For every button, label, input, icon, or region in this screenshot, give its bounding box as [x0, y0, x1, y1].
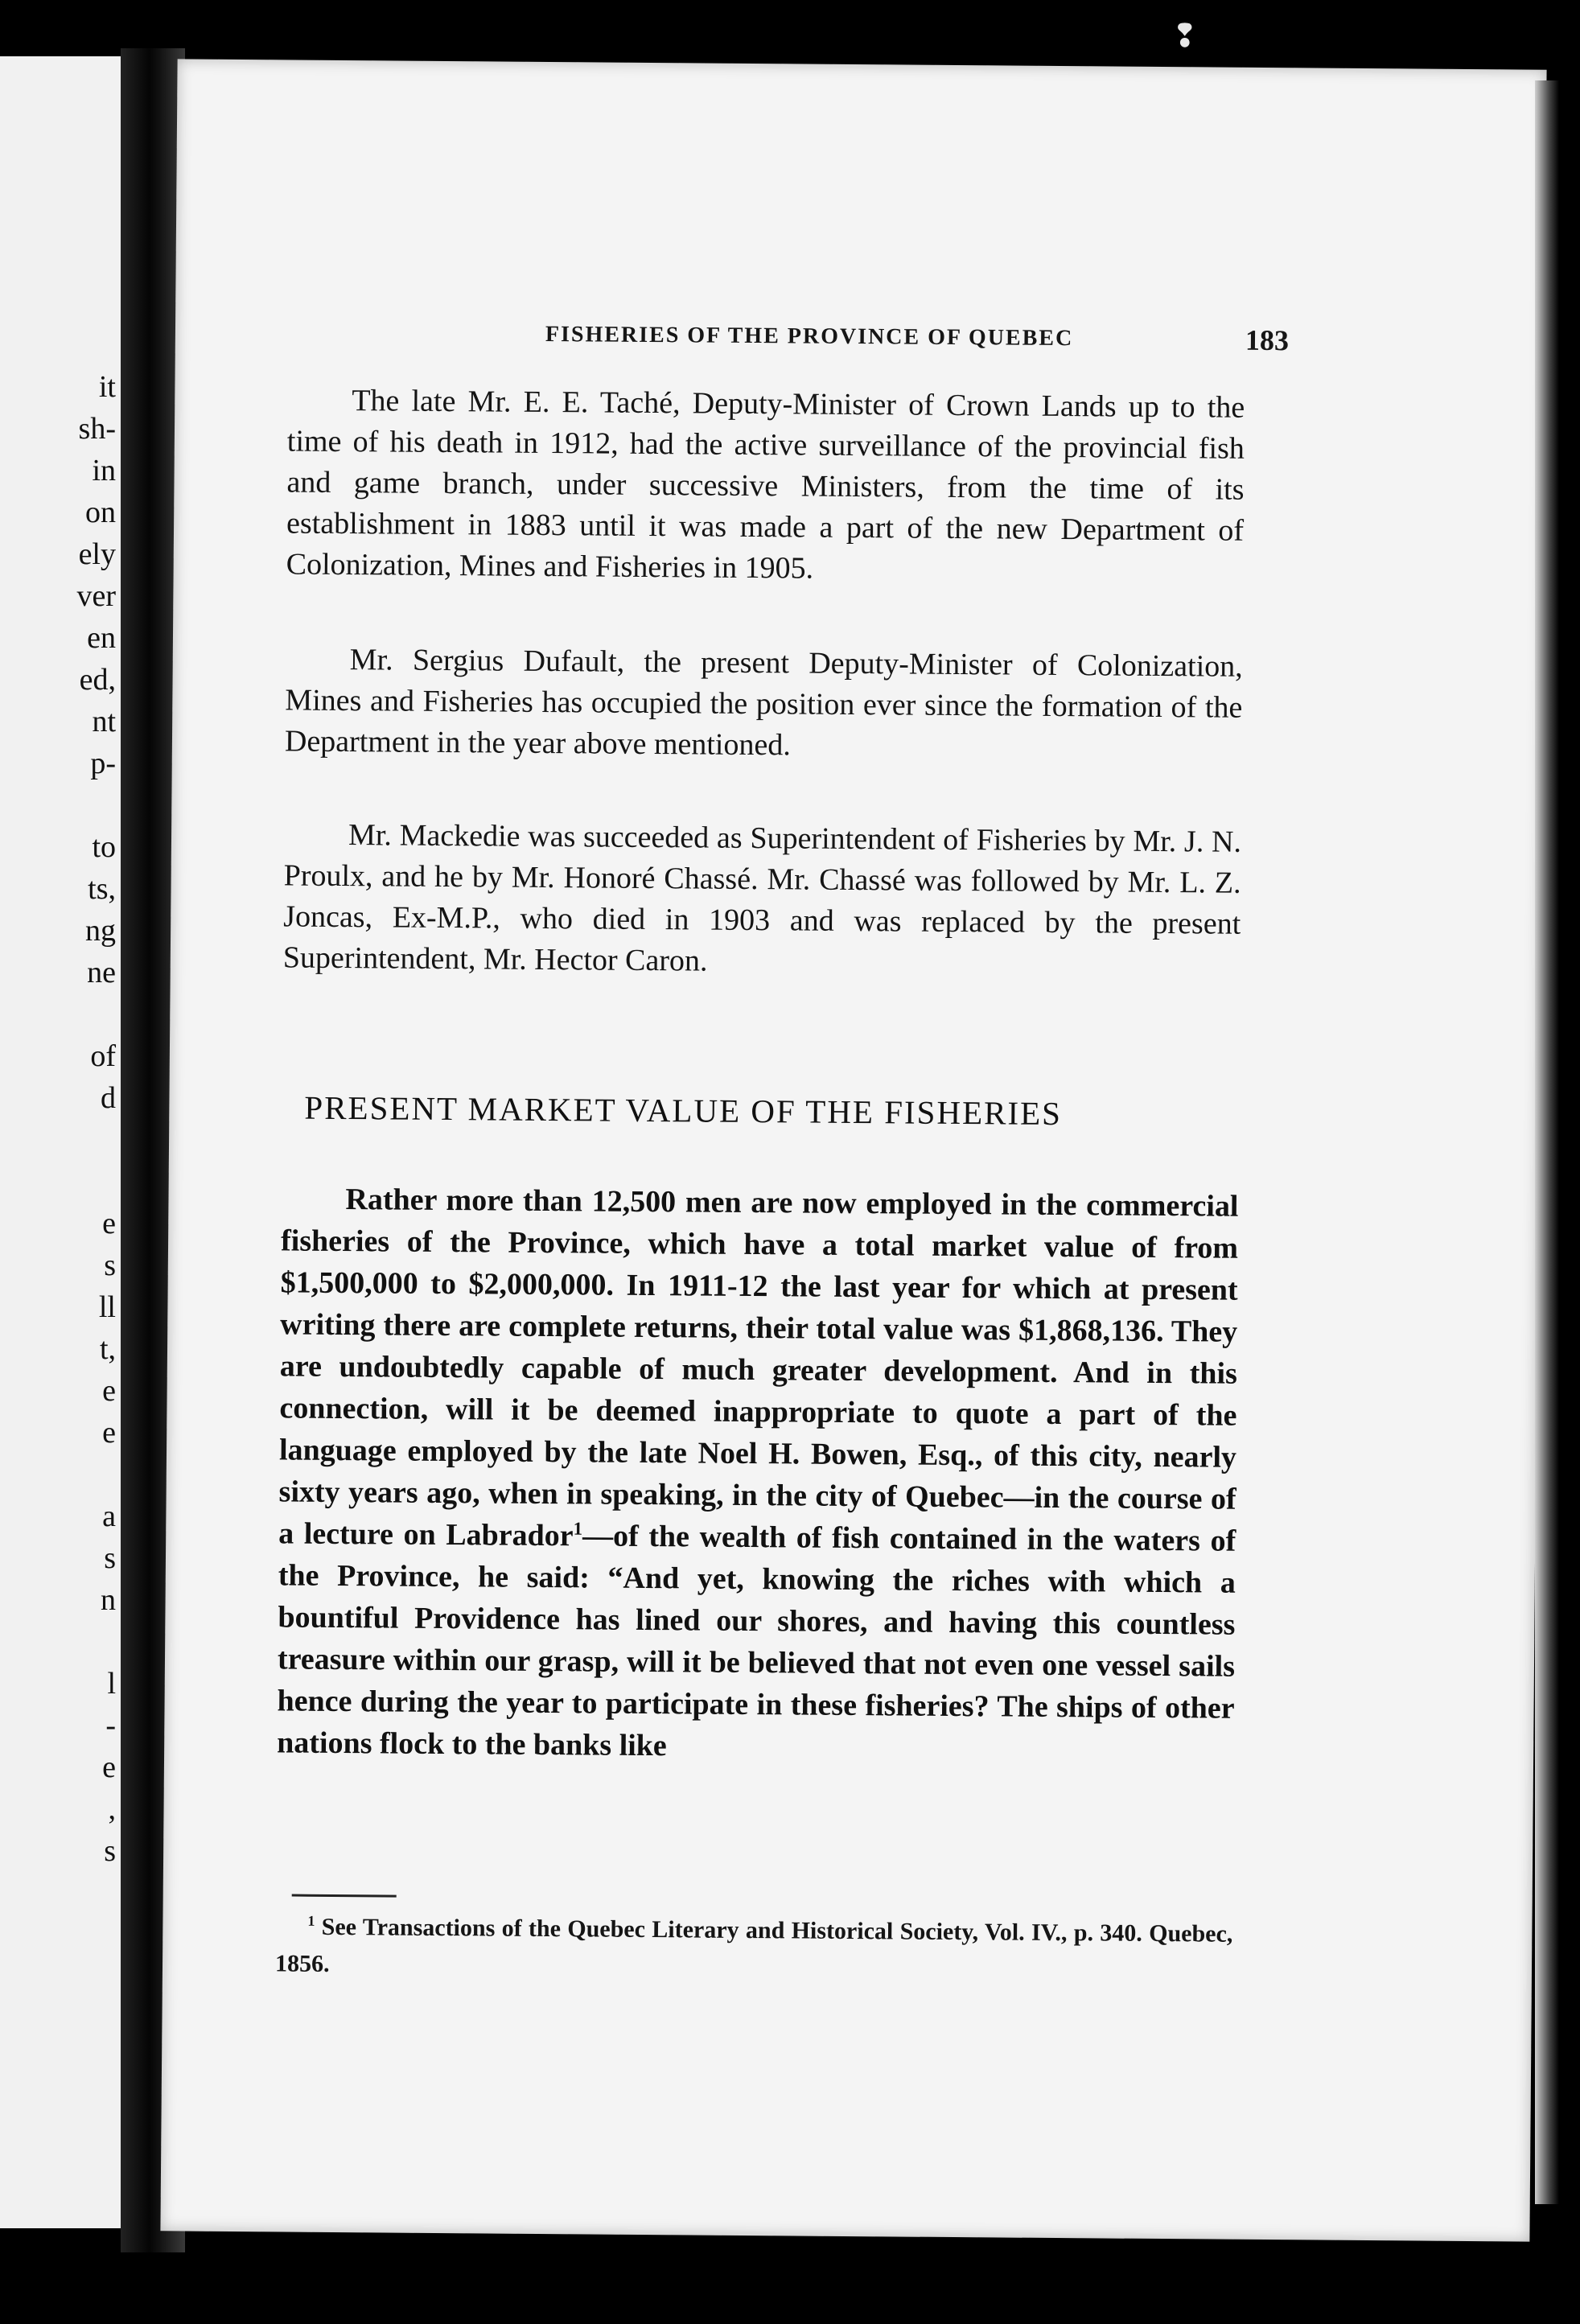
- left-page-fragment: [3, 993, 116, 1035]
- left-page-fragment: [3, 1119, 116, 1161]
- left-page-fragment: p-: [90, 747, 116, 780]
- paragraph-tache: The late Mr. E. E. Taché, Deputy-Minister of Crown Lands up to the time of his death in 1912, had the active surveillance of the provincial fish and game branch, under successive Ministers, from the time of its establishment in 1883 until it was made a part of the new Department of Colonization, Mines and Fisheries in 1905.: [286, 384, 1245, 586]
- footnote-marker: 1: [307, 1912, 315, 1929]
- left-page-fragment: e: [102, 1750, 116, 1784]
- left-page-fragment: -: [105, 1709, 116, 1742]
- left-page-fragment: [3, 1161, 116, 1203]
- left-page-fragment: e: [102, 1207, 116, 1240]
- footnote: [275, 1908, 1233, 1989]
- market-value-text-part-1: Rather more than 12,500 men are now employed in the commercial fisheries of the Province, which have a total market value of from $1,500,000 to $2,000,000. In 1911-12 the last year for which at present writing there are complete returns, their total value was $1,868,136. They are undoubtedly capable of much greater development. And in this connection, will it be deemed inappropriate to quote a part of the language employed by the late Noel H. Bowen, Esq., of this city, nearly sixty years ago, when in speaking, in the city of Quebec—in the course of a lecture on Labrador: [278, 1183, 1239, 1553]
- left-page-fragment: to: [92, 830, 116, 864]
- corner-mark: ❢: [1171, 18, 1199, 55]
- market-value-text-part-2: —of the wealth of fish contained in the waters of the Province, he said: “And yet, knowing the riches with which a bountiful Providence has lined our shores, and having this countless treasure within our grasp, will it be believed that not even one vessel sails hence during the year to participate in these fisheries? The ships of other nations flock to the banks like: [277, 1519, 1236, 1763]
- left-page-fragment: nt: [92, 705, 116, 738]
- left-page-fragment: of: [90, 1039, 116, 1073]
- left-page-fragment: [3, 1454, 116, 1495]
- left-page-fragment: in: [92, 454, 116, 487]
- left-page-fragment: ver: [76, 579, 116, 613]
- left-page-fragment: l: [107, 1667, 116, 1701]
- left-page-fragment: s: [104, 1541, 116, 1575]
- running-head: FISHERIES OF THE PROVINCE OF QUEBEC: [545, 321, 1074, 352]
- left-page-fragment: it: [98, 370, 116, 404]
- paragraph-dufault: Mr. Sergius Dufault, the present Deputy-Minister of Colonization, Mines and Fisheries has occupied the position ever since the formation of the Department in the year above mentioned.: [284, 643, 1243, 763]
- left-page-fragment: on: [85, 496, 116, 529]
- right-page: [160, 59, 1546, 2241]
- left-page-fragment: e: [102, 1374, 116, 1408]
- left-page-fragment: en: [87, 621, 116, 655]
- section-heading: PRESENT MARKET VALUE OF THE FISHERIES: [304, 1088, 1063, 1133]
- left-page-fragment: n: [101, 1583, 116, 1617]
- paragraph-market-value: [277, 1178, 1239, 1771]
- left-page-fragment: e: [102, 1416, 116, 1450]
- left-page-fragment: ne: [87, 956, 116, 989]
- left-page-fragment: ely: [78, 537, 116, 571]
- left-page-fragment: ng: [85, 914, 116, 948]
- left-page-fragment: t,: [99, 1332, 116, 1366]
- left-page-fragment: ts,: [88, 872, 116, 906]
- left-page-fragment: ,: [108, 1792, 116, 1826]
- left-page-text-fragments: [3, 366, 116, 1872]
- footnote-reference: 1: [573, 1518, 583, 1539]
- footnote-text: See Transactions of the Quebec Literary and Historical Society, Vol. IV., p. 340. Quebec, 1856.: [274, 1913, 1233, 1977]
- left-page-fragment: a: [102, 1499, 116, 1533]
- left-page-fragment: d: [101, 1081, 116, 1115]
- footnote-rule: [292, 1894, 397, 1898]
- paragraph-mackedie: Mr. Mackedie was succeeded as Superintendent of Fisheries by Mr. J. N. Proulx, and he by Mr. Honoré Chassé. Mr. Chassé was followed by Mr. L. Z. Joncas, Ex-M.P., who died in 1903 and was replaced by the present Superintendent, Mr. Hector Caron.: [282, 818, 1242, 978]
- right-page-edge: [1535, 80, 1559, 2204]
- left-page-fragment: [3, 1621, 116, 1663]
- left-page-fragment: s: [104, 1834, 116, 1868]
- left-page-fragment: ed,: [79, 663, 116, 697]
- left-page-fragment: [3, 784, 116, 826]
- left-page-edge: [0, 56, 121, 2228]
- left-page-fragment: ll: [98, 1290, 116, 1324]
- left-page-fragment: s: [104, 1248, 116, 1282]
- left-page-fragment: sh-: [78, 412, 116, 446]
- page-number: 183: [1245, 323, 1290, 357]
